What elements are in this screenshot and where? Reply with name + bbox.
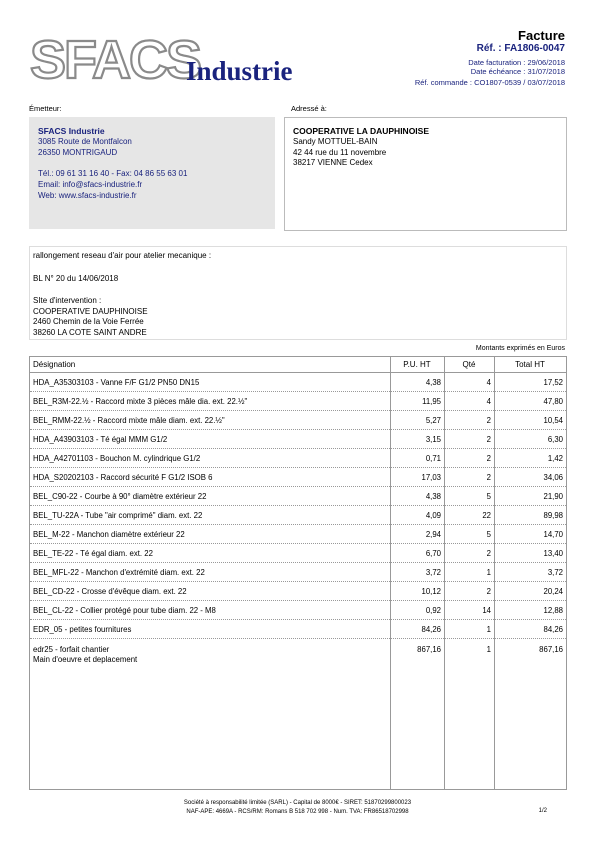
col-total: Total HT bbox=[515, 360, 545, 369]
table-header bbox=[30, 357, 566, 373]
sender-email: Email: info@sfacs-industrie.fr bbox=[38, 179, 143, 189]
row-quantity: 14 bbox=[482, 605, 491, 615]
invoice-reference: Réf. : FA1806-0047 bbox=[476, 43, 565, 54]
col-unit-price: P.U. HT bbox=[403, 360, 431, 369]
footer-line2: NAF-APE: 4669A - RCS/RM: Romans B 518 702 998 - Num. TVA: FR86518702998 bbox=[186, 809, 409, 815]
row-unit-price: 867,16 bbox=[417, 645, 441, 654]
row-quantity: 22 bbox=[482, 510, 491, 520]
row-quantity: 4 bbox=[486, 377, 491, 387]
sender-label: Émetteur: bbox=[29, 104, 62, 113]
currency-note: Montants exprimés en Euros bbox=[475, 345, 565, 352]
row-unit-price: 4,38 bbox=[425, 377, 441, 387]
row-quantity: 1 bbox=[486, 624, 491, 634]
row-total: 34,06 bbox=[543, 472, 563, 482]
row-quantity: 4 bbox=[486, 396, 491, 406]
invoice-date: Date facturation : 29/06/2018 bbox=[468, 58, 565, 67]
table-row bbox=[30, 525, 566, 544]
row-unit-price: 3,72 bbox=[425, 567, 441, 577]
row-unit-price: 17,03 bbox=[421, 472, 441, 482]
notes-line6: 38260 LA COTE SAINT ANDRE bbox=[33, 327, 147, 337]
row-total: 10,54 bbox=[543, 415, 563, 425]
row-designation: BEL_TE-22 - Té égal diam. ext. 22 bbox=[33, 548, 153, 558]
row-quantity: 2 bbox=[486, 434, 491, 444]
row-total: 867,16 bbox=[539, 645, 563, 654]
notes-line2: BL N° 20 du 14/06/2018 bbox=[33, 273, 119, 283]
row-unit-price: 0,71 bbox=[425, 453, 441, 463]
logo-main-text: SFACS bbox=[30, 30, 201, 90]
table-row bbox=[30, 411, 566, 430]
row-designation: BEL_CL-22 - Collier protégé pour tube diam. 22 - M8 bbox=[33, 605, 216, 615]
notes-line3: SIte d'intervention : bbox=[33, 296, 102, 305]
row-quantity: 2 bbox=[486, 415, 491, 425]
table-row bbox=[30, 601, 566, 620]
sender-address2: 26350 MONTRIGAUD bbox=[38, 147, 118, 157]
row-designation: BEL_TU-22A - Tube "air comprimé" diam. ext. 22 bbox=[33, 510, 203, 520]
table-row bbox=[30, 563, 566, 582]
row-designation: HDA_A35303103 - Vanne F/F G1/2 PN50 DN15 bbox=[33, 377, 200, 387]
order-reference: Réf. commande : CO1807-0539 / 03/07/2018 bbox=[414, 78, 565, 87]
row-quantity: 5 bbox=[486, 529, 491, 539]
row-unit-price: 10,12 bbox=[421, 586, 441, 596]
row-designation-line2: Main d'oeuvre et deplacement bbox=[33, 655, 138, 664]
table-row bbox=[30, 620, 566, 639]
row-total: 20,24 bbox=[543, 586, 563, 596]
recipient-address1: 42 44 rue du 11 novembre bbox=[293, 147, 387, 157]
row-designation: BEL_C90-22 - Courbe à 90° diamètre extérieur 22 bbox=[33, 491, 207, 501]
sender-box bbox=[29, 117, 275, 229]
row-total: 6,30 bbox=[547, 434, 563, 444]
row-total: 3,72 bbox=[547, 567, 563, 577]
row-designation: HDA_S20202103 - Raccord sécurité F G1/2 ISOB 6 bbox=[33, 472, 213, 482]
row-total: 13,40 bbox=[543, 548, 563, 558]
row-designation: BEL_R3M-22.½ - Raccord mixte 3 pièces mâle dia. ext. 22.½" bbox=[33, 396, 248, 406]
sender-address1: 3085 Route de Montfalcon bbox=[38, 136, 132, 146]
table-row bbox=[30, 582, 566, 601]
sender-web: Web: www.sfacs-industrie.fr bbox=[38, 190, 137, 200]
table-row bbox=[30, 544, 566, 563]
row-designation bbox=[30, 639, 390, 665]
row-quantity: 1 bbox=[486, 645, 491, 654]
due-date: Date échéance : 31/07/2018 bbox=[470, 67, 565, 76]
row-total: 17,52 bbox=[543, 377, 563, 387]
notes-line5: 2460 Chemin de la Voie Ferrée bbox=[33, 317, 144, 326]
row-total: 12,88 bbox=[543, 605, 563, 615]
document-type: Facture bbox=[518, 28, 565, 43]
row-total: 47,80 bbox=[543, 396, 563, 406]
page-number: 1/2 bbox=[538, 808, 547, 814]
col-quantity: Qté bbox=[462, 360, 476, 369]
recipient-box bbox=[284, 117, 567, 231]
row-unit-price: 0,92 bbox=[425, 605, 441, 615]
table-row bbox=[30, 373, 566, 392]
row-quantity: 2 bbox=[486, 586, 491, 596]
row-quantity: 2 bbox=[486, 453, 491, 463]
row-designation: BEL_RMM-22.½ - Raccord mixte mâle diam. ext. 22.½" bbox=[33, 415, 225, 425]
row-designation: HDA_A43903103 - Té égal MMM G1/2 bbox=[33, 434, 168, 444]
recipient-label: Adressé à: bbox=[291, 104, 327, 113]
table-row bbox=[30, 392, 566, 411]
row-total: 21,90 bbox=[543, 491, 563, 501]
row-unit-price: 6,70 bbox=[425, 548, 441, 558]
invoice-notes bbox=[29, 246, 567, 340]
table-row bbox=[30, 506, 566, 525]
sfacs-logo-graphic bbox=[28, 28, 328, 90]
col-designation: Désignation bbox=[33, 360, 76, 369]
row-unit-price: 4,09 bbox=[425, 510, 441, 520]
company-logo bbox=[28, 28, 328, 90]
row-total: 1,42 bbox=[547, 453, 563, 463]
recipient-address2: 38217 VIENNE Cedex bbox=[293, 158, 373, 168]
row-total: 14,70 bbox=[543, 529, 563, 539]
recipient-contact: Sandy MOTTUEL-BAIN bbox=[293, 136, 378, 146]
row-unit-price: 2,94 bbox=[425, 529, 441, 539]
recipient-name: COOPERATIVE LA DAUPHINOISE bbox=[293, 126, 430, 136]
table-row bbox=[30, 430, 566, 449]
sender-name: SFACS Industrie bbox=[38, 126, 105, 136]
logo-sub-text: Industrie bbox=[186, 56, 293, 86]
footer-line1: Société à responsabilité limitée (SARL) - Capital de 8000€ - SIRET: 51870299800023 bbox=[183, 800, 412, 806]
row-unit-price: 4,38 bbox=[425, 491, 441, 501]
notes-line4: COOPERATIVE DAUPHINOISE bbox=[33, 306, 148, 316]
row-designation: EDR_05 - petites fournitures bbox=[33, 624, 132, 634]
row-quantity: 2 bbox=[486, 548, 491, 558]
row-total: 84,26 bbox=[543, 624, 563, 634]
table-row bbox=[30, 468, 566, 487]
row-quantity: 2 bbox=[486, 472, 491, 482]
row-quantity: 1 bbox=[486, 567, 491, 577]
row-designation: BEL_M-22 - Manchon diamètre extérieur 22 bbox=[33, 529, 185, 539]
row-designation: HDA_A42701103 - Bouchon M. cylindrique G1/2 bbox=[33, 453, 201, 463]
notes-line1: rallongement reseau d'air pour atelier mecanique : bbox=[33, 251, 212, 260]
row-unit-price: 5,27 bbox=[425, 415, 441, 425]
row-designation: BEL_CD-22 - Crosse d'évêque diam. ext. 22 bbox=[33, 586, 187, 596]
row-quantity: 5 bbox=[486, 491, 491, 501]
table-body bbox=[30, 373, 566, 664]
row-unit-price: 84,26 bbox=[421, 624, 441, 634]
row-unit-price: 3,15 bbox=[425, 434, 441, 444]
invoice-lines-table bbox=[29, 356, 567, 790]
row-total: 89,98 bbox=[543, 510, 563, 520]
legal-footer bbox=[0, 799, 595, 817]
row-designation-line1: edr25 - forfait chantier bbox=[33, 645, 110, 654]
row-unit-price: 11,95 bbox=[422, 396, 441, 406]
sender-phone: Tél.: 09 61 31 16 40 - Fax: 04 86 55 63 01 bbox=[38, 169, 188, 179]
row-designation: BEL_MFL-22 - Manchon d'extrémité diam. ext. 22 bbox=[33, 567, 205, 577]
table-row bbox=[30, 449, 566, 468]
table-row bbox=[30, 487, 566, 506]
